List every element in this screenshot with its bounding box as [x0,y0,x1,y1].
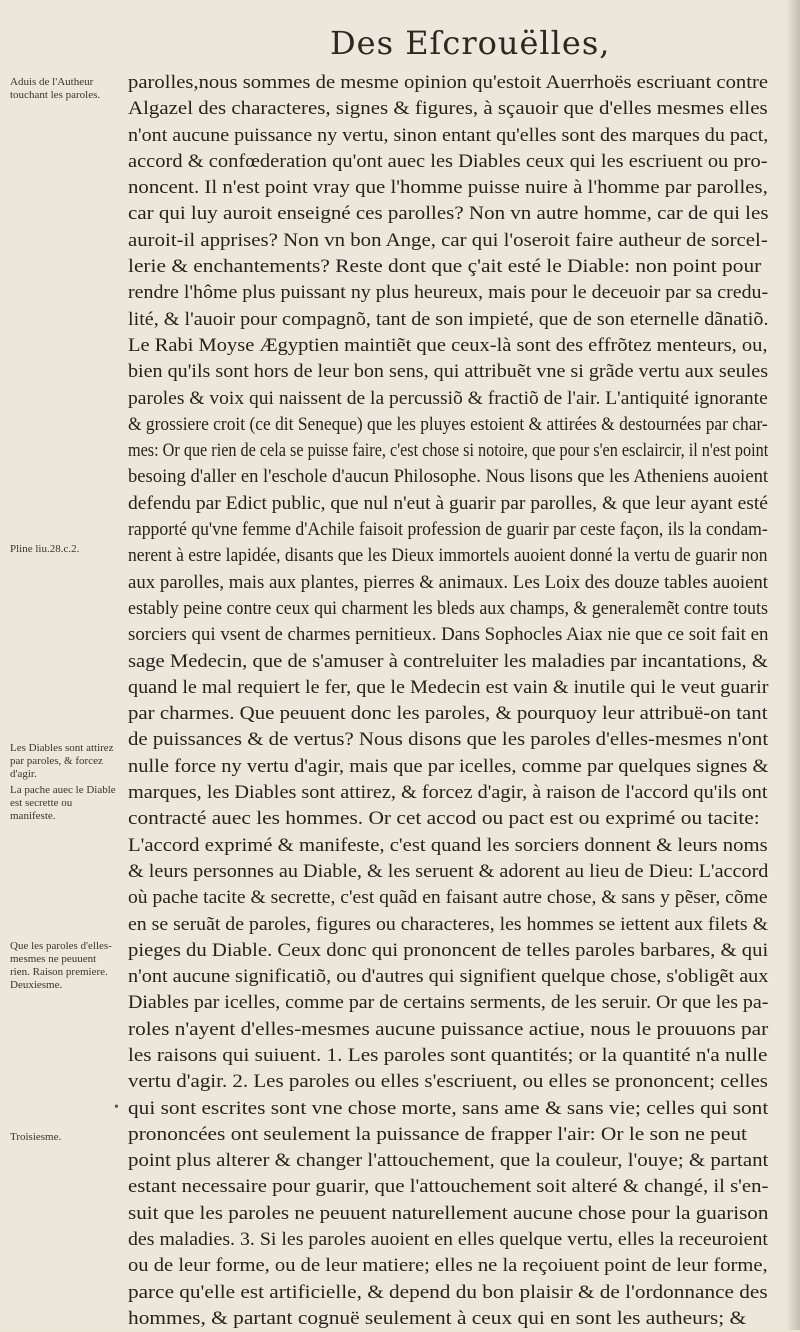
body-line: bien qu'ils sont hors de leur bon sens, qui attribuẽt vne si grãde vertu aux seules [128,361,769,383]
body-line: noncent. Il n'est point vray que l'homme puisse nuire à l'homme par parolles, [128,177,768,199]
body-line: lité, & l'auoir pour compagnõ, tant de son impieté, que de son eternelle dãnatiõ. [128,308,769,330]
body-line: besoing d'aller en l'eschole d'aucun Philosophe. Nous lisons que les Atheniens auoient [128,466,769,488]
body-line: sage Medecin, que de s'amuser à contreluiter les maladies par incantations, & [128,650,768,672]
body-line: vertu d'agir. 2. Les paroles ou elles s'escriuent, ou elles se prononcent; celles [128,1071,768,1093]
body-line: parolles,nous sommes de mesme opinion qu'estoit Auerrhoës escriuant contre [128,72,769,93]
body-line: point plus alterer & changer l'attouchement, que la couleur, l'ouye; & partant [128,1150,769,1172]
body-line: ou de leur forme, ou de leur matiere; elles ne la reçoiuent point de leur forme, [128,1255,768,1277]
body-line: auroit-il apprises? Non vn bon Ange, car qui l'oseroit faire autheur de sorcel- [128,229,768,251]
bullet-mark: • [114,1100,119,1115]
body-line: rapporté qu'vne femme d'Achile faisoit profession de guarir par ceste façon, ils la condam- [128,519,768,541]
body-line: nerent à estre lapidée, disants que les Dieux immortels auoient donné la vertu de guarir non [128,545,768,567]
body-line: estably peine contre ceux qui charment les bleds aux champs, & generalemẽt contre touts [128,597,768,619]
margin-note-diables: Les Diables sont attirez par paroles, & forcez d'agir. [10,742,114,780]
body-line: roles n'ayent d'elles-mesmes aucune puissance actiue, nous le prouuons par [128,1018,769,1040]
body-line: pieges du Diable. Ceux donc qui prononcent de telles paroles barbares, & qui [128,939,769,961]
body-line: par charmes. Que peuuent donc les paroles, & pourquoy leur attribuë-on tant [128,703,768,725]
body-line: nulle force ny vertu d'agir, mais que par icelles, comme par quelques signes & [128,755,769,777]
body-line: prononcées ont seulement la puissance de frapper l'air: Or le son ne peut [128,1123,747,1145]
body-text [128,70,768,1332]
margin-note-aduis: Aduis de l'Autheur touchant les paroles. [10,76,101,101]
body-line: L'accord exprimé & manifeste, c'est quand les sorciers donnent & leurs noms [128,834,768,856]
body-line: des maladies. 3. Si les paroles auoient en elles quelque vertu, elles la receuroient [128,1229,768,1251]
body-line: où pache tacite & secrette, c'est quãd en faisant autre chose, & sans y pẽser, cõme [128,887,768,909]
body-line: Algazel des characteres, signes & figures, à sçauoir que d'elles mesmes elles [128,98,768,120]
body-line: & leurs personnes au Diable, & les seruent & adorent au lieu de Dieu: L'accord [128,860,769,882]
body-line: car qui luy auroit enseigné ces parolles? Non vn autre homme, car de qui les [128,203,769,225]
body-line: hommes, & partant cognuë seulement à ceux qui en sont les autheurs; & [128,1307,747,1329]
body-line: accord & confœderation qu'ont auec les Diables ceux qui les escriuent ou pro- [128,150,768,172]
body-line: les raisons qui suiuent. 1. Les paroles sont quantités; or la quantité n'a nulle [128,1044,768,1066]
body-line: rendre l'hôme plus puissant ny plus heureux, mais pour le deceuoir par sa credu- [128,282,769,304]
body-line: de puissances & de vertus? Nous disons que les paroles d'elles-mesmes n'ont [128,729,769,751]
body-line: parce qu'elle est artificielle, & depend du bon plaisir & de l'ordonnance des [128,1281,768,1303]
body-line: suit que les paroles ne peuuent naturellement aucune chose pour la guarison [128,1202,769,1224]
body-line: aux parolles, mais aux plantes, pierres & animaux. Les Loix des douze tables auoient [128,571,769,593]
body-line: qui sont escrites sont vne chose morte, sans ame & sans vie; celles qui sont [128,1097,769,1119]
body-line: contracté auec les hommes. Or cet accod ou pact est ou exprimé ou tacite: [128,808,760,830]
margin-note-pache: La pache auec le Diable est secrette ou manifeste. [10,784,116,822]
margin-note-troisiesme: Troisiesme. [10,1131,62,1143]
body-line: n'ont aucune significatiõ, ou d'autres qui signifient quelque chose, s'obligẽt aux [128,966,769,988]
body-line: mes: Or que rien de cela se puisse faire, c'est chose si notoire, que pour s'en esclaircir, il n'est point [128,440,769,462]
running-head: Des Eſcrouëlles, [330,24,611,62]
body-line: n'ont aucune puissance ny vertu, sinon entant qu'elles sont des marques du pact, [128,124,769,146]
body-line: defendu par Edict public, que nul n'eut à guarir par parolles, & que leur ayant esté [128,492,768,514]
body-line: sorciers qui vsent de charmes pernitieux. Dans Sophocles Aiax nie que ce soit fait en [128,624,769,646]
margin-note-paroles: Que les paroles d'elles-mesmes ne peuuent rien. Raison premiere. Deuxiesme. [10,940,112,991]
margin-note-pline: Pline liu.28.c.2. [10,543,80,555]
body-line: paroles & voix qui naissent de la percussiõ & fractiõ de l'air. L'antiquité ignorante [128,387,768,409]
body-line: lerie & enchantements? Reste dont que ç'ait esté le Diable: non point pour [128,256,762,278]
body-line: Diables par icelles, comme par de certains serments, de les seruir. Or que les pa- [128,992,769,1014]
body-line: & grossiere croit (ce dit Seneque) que les pluyes estoient & attirées & destournées par char- [128,413,768,435]
body-line: Le Rabi Moyse Ægyptien maintiẽt que ceux-là sont des effrõtez menteurs, ou, [128,334,768,356]
body-line: quand le mal requiert le fer, que le Medecin est vain & inutile qui le veut guarir [128,676,769,698]
body-line: marques, les Diables sont attirez, & forcez d'agir, à raison de l'accord qu'ils ont [128,782,768,804]
body-line: estant necessaire pour guarir, que l'attouchement soit alteré & changé, il s'en- [128,1176,769,1198]
body-line: en se seruãt de paroles, figures ou characteres, les hommes se iettent aux filets & [128,913,768,935]
